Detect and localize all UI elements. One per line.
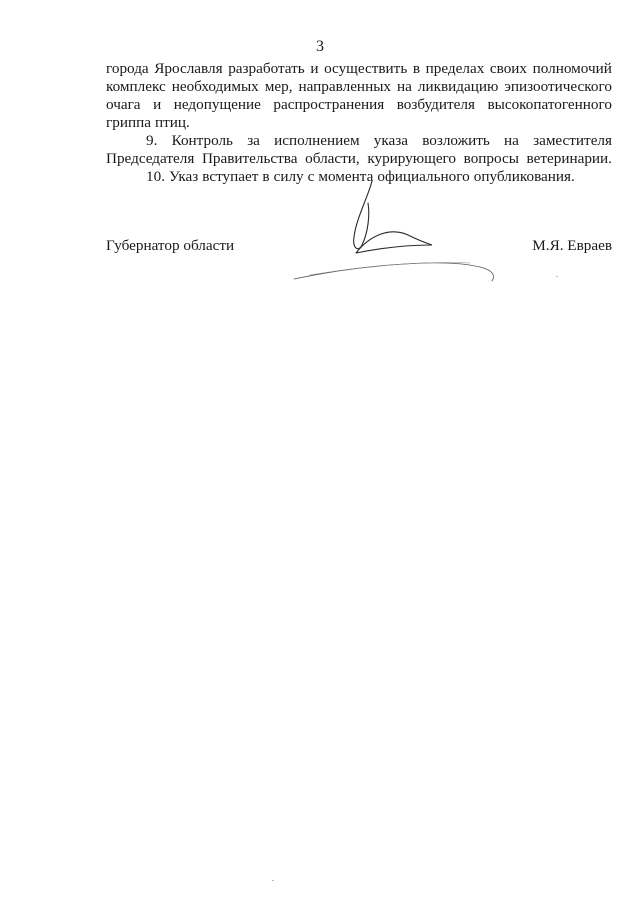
word: ветеринарии. bbox=[526, 150, 612, 167]
word: 9. bbox=[146, 132, 158, 149]
signatory-name: М.Я. Евраев bbox=[532, 237, 612, 254]
word: момента bbox=[318, 168, 374, 185]
word: силу bbox=[273, 168, 304, 185]
document-body bbox=[106, 60, 612, 186]
word: Контроль bbox=[171, 132, 233, 149]
word: мер, bbox=[264, 78, 293, 95]
word: высокопатогенного bbox=[487, 96, 612, 113]
word: Указ bbox=[168, 168, 199, 185]
word: своих bbox=[489, 60, 528, 77]
word: разработать bbox=[228, 60, 305, 77]
text-line bbox=[106, 60, 612, 78]
word: на bbox=[504, 132, 519, 149]
word: эпизоотического bbox=[504, 78, 612, 95]
scan-speck bbox=[556, 276, 558, 277]
word: с bbox=[307, 168, 315, 185]
word: заместителя bbox=[533, 132, 612, 149]
word: и bbox=[310, 60, 319, 77]
word: за bbox=[247, 132, 260, 149]
word: 10. bbox=[146, 168, 165, 185]
word: города bbox=[106, 60, 149, 77]
word: недопущение bbox=[173, 96, 261, 113]
text-line bbox=[106, 114, 612, 132]
word: распространения bbox=[273, 96, 385, 113]
word: опубликования. bbox=[473, 168, 575, 185]
page-number: 3 bbox=[316, 38, 324, 55]
word: курирующего bbox=[367, 150, 457, 167]
word: в bbox=[262, 168, 270, 185]
word: Правительства bbox=[201, 150, 298, 167]
text-line bbox=[106, 132, 612, 150]
word: ликвидацию bbox=[417, 78, 499, 95]
word: пределах bbox=[425, 60, 485, 77]
word: вступает bbox=[202, 168, 259, 185]
text-line bbox=[106, 150, 612, 168]
signature-block bbox=[106, 237, 612, 255]
word: необходимых bbox=[171, 78, 259, 95]
word: направленных bbox=[298, 78, 391, 95]
word: области, bbox=[305, 150, 360, 167]
word: возложить bbox=[422, 132, 490, 149]
word: осуществить bbox=[324, 60, 408, 77]
word: возбудителя bbox=[396, 96, 475, 113]
word: вопросы bbox=[463, 150, 519, 167]
word: полномочий bbox=[532, 60, 612, 77]
text-line bbox=[106, 78, 612, 96]
word: Ярославля bbox=[154, 60, 223, 77]
word: и bbox=[153, 96, 162, 113]
word: гриппа bbox=[106, 114, 151, 131]
word: на bbox=[397, 78, 412, 95]
signatory-position: Губернатор области bbox=[106, 237, 235, 254]
word: в bbox=[412, 60, 421, 77]
word: очага bbox=[106, 96, 141, 113]
text-line bbox=[106, 96, 612, 114]
word: указа bbox=[373, 132, 408, 149]
word: официального bbox=[377, 168, 470, 185]
word: Председателя bbox=[106, 150, 195, 167]
word: комплекс bbox=[106, 78, 166, 95]
handwritten-signature bbox=[290, 175, 510, 285]
word: птиц. bbox=[154, 114, 190, 131]
scan-speck bbox=[272, 880, 274, 881]
word: исполнением bbox=[274, 132, 360, 149]
